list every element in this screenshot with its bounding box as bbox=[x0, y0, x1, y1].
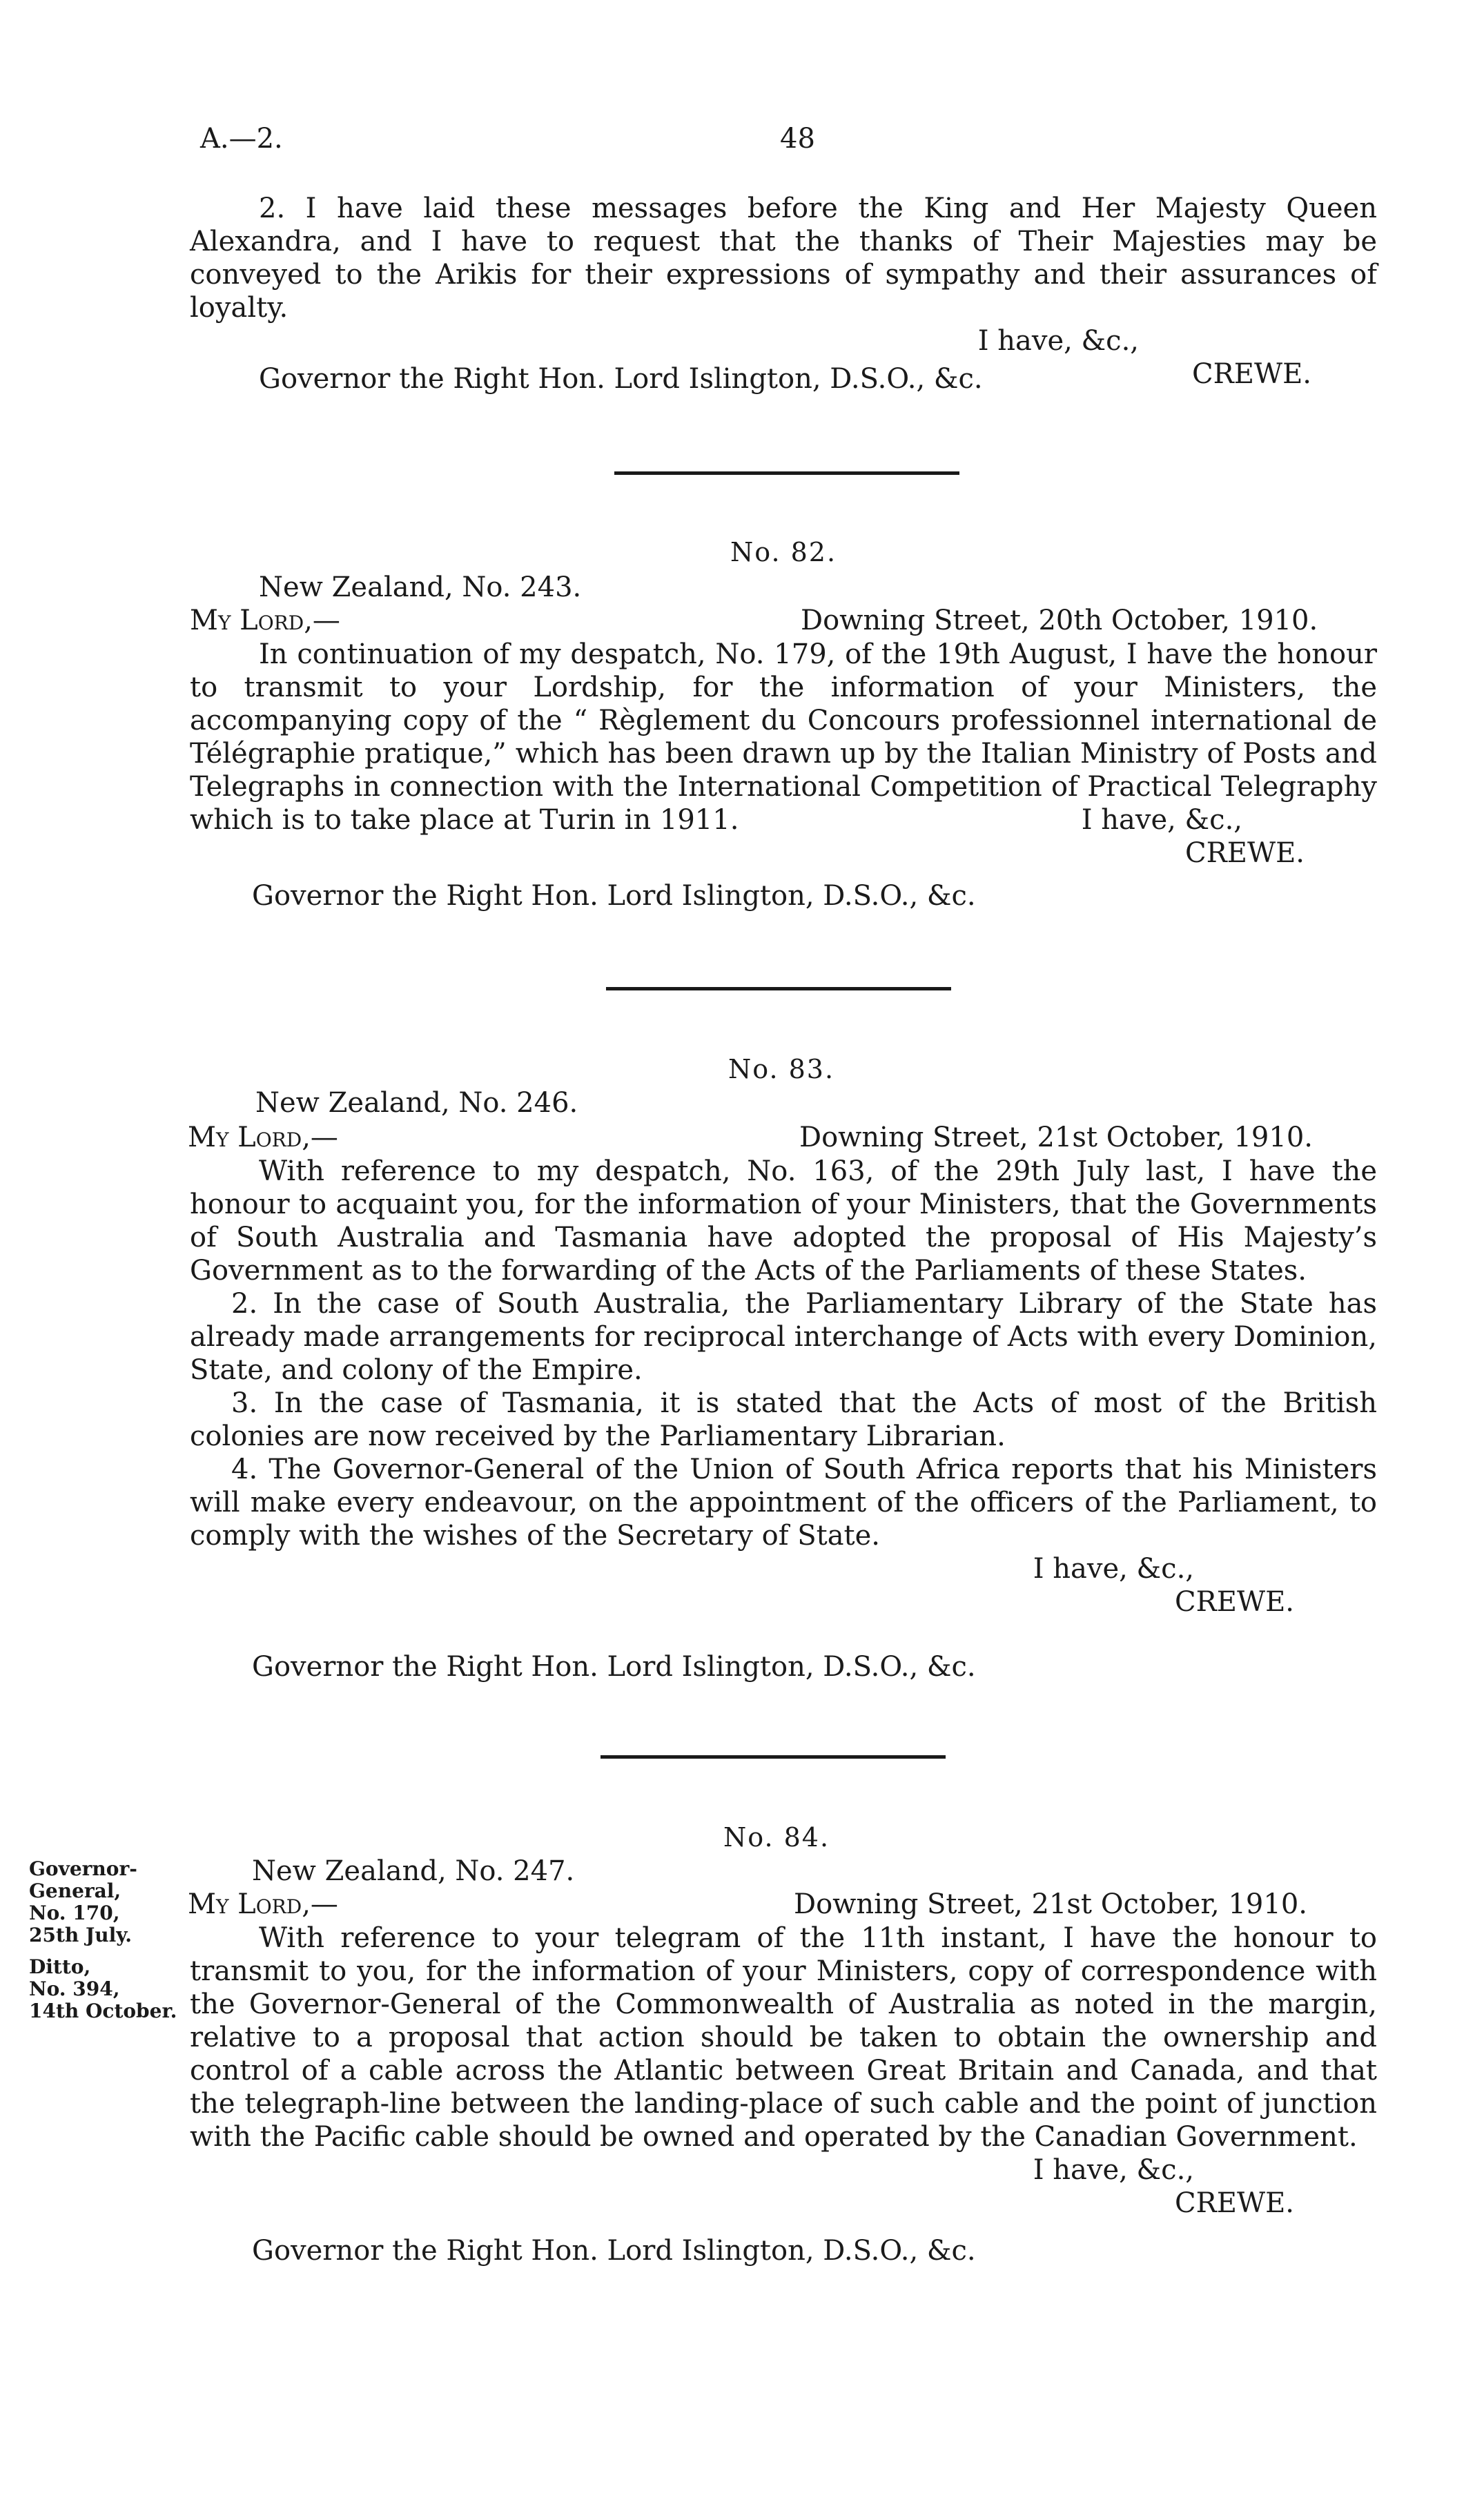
section-divider bbox=[601, 1755, 946, 1759]
despatch-reference: New Zealand, No. 246. bbox=[255, 1087, 578, 1119]
despatch-signature: CREWE. bbox=[1185, 837, 1305, 869]
despatch-reference: New Zealand, No. 243. bbox=[259, 571, 582, 603]
despatch-reference: New Zealand, No. 247. bbox=[252, 1855, 575, 1887]
intro-paragraph: 2. I have laid these messages before the King and Her Majesty Queen Alexandra, and I have to request that the thanks of Their Majesties may be conveyed to the Arikis for their expressions of sympathy and their assurances of loyalty. bbox=[190, 193, 1377, 324]
intro-addressee: Governor the Right Hon. Lord Islington, D.S.O., &c. bbox=[259, 363, 983, 395]
salutation: My Lord,— bbox=[188, 1122, 338, 1153]
dateline: Downing Street, 20th October, 1910. bbox=[801, 605, 1318, 636]
despatch-addressee: Governor the Right Hon. Lord Islington, D.S.O., &c. bbox=[252, 2235, 976, 2267]
despatch-paragraph: With reference to your telegram of the 11th instant, I have the honour to transmit to you, for the information of your Ministers, copy of correspondence with the Governor-General of the Commonwealth of Australia as noted in the margin, relative to a proposal that action should be taken to obtain the ownership and control of a cable across the Atlantic between Great Britain and Canada, and that the telegraph-line between the landing-place of such cable and the point of junction with the Pacific cable should be owned and operated by the Canadian Government. bbox=[190, 1922, 1377, 2153]
despatch-body bbox=[190, 1922, 1377, 2220]
dateline: Downing Street, 21st October, 1910. bbox=[799, 1122, 1313, 1153]
despatch-number: No. 84. bbox=[723, 1822, 830, 1853]
section-divider bbox=[614, 471, 959, 475]
intro-block bbox=[190, 192, 1377, 391]
margin-note: Governor- General, No. 170, 25th July. Ditto, No. 394, 14th October. bbox=[29, 1857, 177, 2022]
despatch-paragraph: 3. In the case of Tasmania, it is stated that the Acts of most of the British colonies are now received by the Parliamentary Librarian. bbox=[190, 1387, 1377, 1452]
despatch-closing: I have, &c., bbox=[1081, 804, 1242, 836]
despatch-closing: I have, &c., bbox=[1033, 1553, 1194, 1585]
despatch-paragraph: 2. In the case of South Australia, the Parliamentary Library of the State has already made arrangements for reciprocal interchange of Acts with every Dominion, State, and colony of the Empire. bbox=[190, 1288, 1377, 1386]
salutation: My Lord,— bbox=[188, 1888, 338, 1920]
dateline: Downing Street, 21st October, 1910. bbox=[794, 1888, 1307, 1920]
despatch-number: No. 83. bbox=[728, 1054, 835, 1084]
intro-closing: I have, &c., bbox=[977, 325, 1139, 357]
despatch-addressee: Governor the Right Hon. Lord Islington, D.S.O., &c. bbox=[252, 880, 976, 912]
despatch-signature: CREWE. bbox=[1175, 2187, 1294, 2219]
despatch-body bbox=[190, 638, 1377, 870]
despatch-addressee: Governor the Right Hon. Lord Islington, D.S.O., &c. bbox=[252, 1651, 976, 1683]
salutation: My Lord,— bbox=[190, 605, 340, 636]
despatch-body bbox=[190, 1155, 1377, 1619]
page-number: 48 bbox=[780, 123, 815, 155]
despatch-closing: I have, &c., bbox=[1033, 2154, 1194, 2186]
despatch-number: No. 82. bbox=[730, 537, 837, 567]
despatch-paragraph: With reference to my despatch, No. 163, of the 29th July last, I have the honour to acquaint you, for the information of your Ministers, that the Governments of South Australia and Tasmania have adopted the proposal of His Majesty’s Government as to the forwarding of the Acts of the Parliaments of these States. bbox=[190, 1155, 1377, 1287]
despatch-paragraph: 4. The Governor-General of the Union of South Africa reports that his Ministers will make every endeavour, on the appointment of the officers of the Parliament, to comply with the wishes of the Secretary of State. bbox=[190, 1454, 1377, 1552]
section-divider bbox=[606, 987, 951, 990]
despatch-paragraph: In continuation of my despatch, No. 179, of the 19th August, I have the honour to transmit to your Lordship, for the information of your Ministers, the accompanying copy of the “ Règlement du Concours professionnel international de Télégraphie pratique,” which has been drawn up by the Italian Ministry of Posts and Telegraphs in connection with the International Competition of Practical Telegraphy which is to take place at Turin in 1911. bbox=[190, 638, 1377, 836]
intro-signature: CREWE. bbox=[1192, 358, 1311, 390]
document-reference: A.—2. bbox=[200, 123, 283, 155]
despatch-signature: CREWE. bbox=[1175, 1586, 1294, 1618]
